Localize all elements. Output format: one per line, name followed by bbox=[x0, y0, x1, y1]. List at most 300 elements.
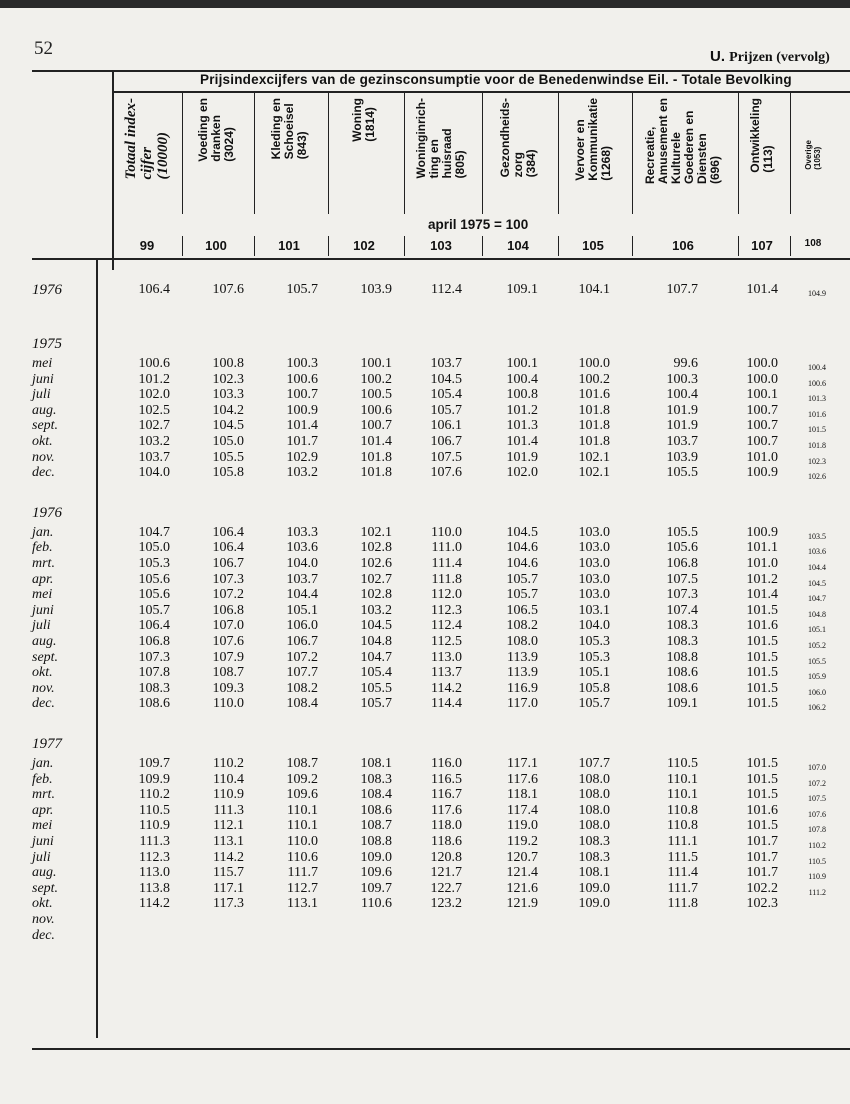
table-cell: 103.9 bbox=[666, 449, 698, 465]
column-header-line: (113) bbox=[761, 145, 775, 173]
table-cell: 101.4 bbox=[746, 282, 778, 297]
table-cell: 101.5 bbox=[746, 696, 778, 712]
table-cell: 111.0 bbox=[431, 540, 462, 556]
table-cell: 119.2 bbox=[507, 834, 538, 849]
table-cell: 105.8 bbox=[578, 680, 610, 696]
month-label: jan. bbox=[32, 524, 54, 540]
month-label: dec. bbox=[32, 927, 55, 943]
year-label: 1976 bbox=[32, 504, 62, 521]
table-cell: 106.7 bbox=[430, 434, 462, 449]
column-separator bbox=[328, 92, 329, 214]
table-cell: 101.0 bbox=[746, 449, 778, 465]
column-header-line: (10000) bbox=[155, 132, 171, 180]
table-cell: 104.9 bbox=[808, 289, 826, 298]
table-cell: 101.7 bbox=[746, 849, 778, 865]
table-cell: 102.1 bbox=[578, 449, 610, 465]
table-cell: 111.8 bbox=[667, 896, 698, 912]
table-cell: 106.0 bbox=[286, 618, 318, 634]
table-cell: 108.3 bbox=[578, 834, 610, 849]
column-header-line: Kommunikatie bbox=[585, 98, 600, 181]
table-cell: 109.6 bbox=[286, 787, 318, 803]
table-cell: 108.1 bbox=[578, 865, 610, 881]
table-cell: 101.8 bbox=[578, 402, 610, 418]
table-cell: 101.7 bbox=[286, 434, 318, 449]
table-cell: 121.9 bbox=[506, 896, 538, 912]
table-cell: 104.1 bbox=[578, 282, 610, 297]
column-number: 99 bbox=[139, 238, 155, 253]
month-label: mei bbox=[32, 587, 53, 603]
table-cell: 109.1 bbox=[666, 696, 698, 712]
title-underline bbox=[112, 91, 850, 93]
table-cell: 101.8 bbox=[578, 418, 610, 434]
table-cell: 110.6 bbox=[287, 849, 318, 865]
table-cell: 100.9 bbox=[286, 402, 318, 418]
table-cell: 105.3 bbox=[578, 649, 610, 665]
table-cell: 101.5 bbox=[746, 756, 778, 771]
table-cell: 109.0 bbox=[578, 880, 610, 896]
table-cell: 107.6 bbox=[430, 465, 462, 481]
running-head bbox=[710, 48, 830, 66]
table-cell: 106.8 bbox=[212, 602, 244, 618]
table-cell: 110.6 bbox=[361, 896, 392, 912]
table-cell: 110.1 bbox=[287, 802, 318, 818]
table-cell: 101.9 bbox=[506, 449, 538, 465]
table-cell: 111.7 bbox=[287, 865, 318, 881]
table-cell: 107.2 bbox=[286, 649, 318, 665]
table-cell: 103.0 bbox=[578, 524, 610, 540]
table-cell: 101.9 bbox=[666, 402, 698, 418]
table-cell: 100.5 bbox=[360, 387, 392, 403]
table-cell: 101.3 bbox=[808, 394, 826, 404]
column-header bbox=[644, 98, 722, 184]
table-cell: 112.3 bbox=[139, 849, 170, 865]
table-cell: 117.6 bbox=[507, 771, 538, 787]
month-label: feb. bbox=[32, 771, 53, 787]
table-cell: 111.1 bbox=[667, 834, 698, 849]
table-cell: 112.5 bbox=[431, 634, 462, 649]
column-header-line: (696) bbox=[708, 156, 722, 185]
table-cell: 102.0 bbox=[138, 387, 170, 403]
running-head-title: Prijzen (vervolg) bbox=[729, 50, 830, 65]
table-cell: 102.7 bbox=[138, 418, 170, 434]
table-cell: 105.5 bbox=[666, 524, 698, 540]
table-cell: 118.6 bbox=[431, 834, 462, 849]
table-cell: 110.2 bbox=[808, 841, 826, 850]
column-header-line: (843) bbox=[294, 131, 309, 160]
column-header-line: dranken bbox=[208, 115, 223, 162]
month-label: juli bbox=[32, 618, 51, 634]
table-cell: 103.7 bbox=[666, 434, 698, 449]
table-cell: 110.0 bbox=[431, 524, 462, 540]
table-cell: 104.5 bbox=[808, 578, 826, 588]
table-cell: 101.5 bbox=[746, 771, 778, 787]
table-cell: 100.1 bbox=[360, 356, 392, 371]
column-separator bbox=[632, 92, 633, 214]
table-cell: 102.6 bbox=[360, 556, 392, 571]
table-cell: 104.0 bbox=[286, 556, 318, 571]
table-cell: 112.4 bbox=[431, 282, 462, 297]
table-cell: 115.7 bbox=[213, 865, 244, 881]
table-cell: 106.4 bbox=[138, 282, 170, 297]
table-cell: 107.3 bbox=[666, 587, 698, 603]
column-header-line: Voeding en bbox=[195, 98, 210, 162]
table-cell: 121.4 bbox=[506, 865, 538, 881]
table-cell: 110.0 bbox=[287, 834, 318, 849]
table-cell: 112.4 bbox=[431, 618, 462, 634]
table-cell: 105.1 bbox=[578, 665, 610, 681]
table-cell: 101.9 bbox=[666, 418, 698, 434]
month-label: juni bbox=[32, 834, 54, 849]
table-cell: 107.5 bbox=[666, 571, 698, 587]
table-cell: 113.1 bbox=[287, 896, 318, 912]
table-cell: 100.7 bbox=[360, 418, 392, 434]
table-cell: 108.7 bbox=[286, 756, 318, 771]
table-cell: 101.4 bbox=[360, 434, 392, 449]
month-label: mrt. bbox=[32, 556, 55, 571]
table-cell: 110.8 bbox=[667, 802, 698, 818]
table-cell: 108.0 bbox=[578, 818, 610, 834]
table-cell: 104.6 bbox=[506, 540, 538, 556]
column-header-line: Goederen en bbox=[682, 110, 696, 185]
table-cell: 110.2 bbox=[139, 787, 170, 803]
column-number-separator bbox=[328, 236, 329, 256]
column-separator bbox=[482, 92, 483, 214]
table-cell: 109.1 bbox=[506, 282, 538, 297]
table-cell: 105.2 bbox=[808, 641, 826, 650]
table-cell: 100.6 bbox=[286, 371, 318, 387]
table-cell: 108.6 bbox=[138, 696, 170, 712]
table-cell: 100.0 bbox=[746, 371, 778, 387]
table-cell: 103.7 bbox=[430, 356, 462, 371]
table-cell: 101.7 bbox=[746, 865, 778, 881]
column-header bbox=[415, 98, 467, 178]
table-cell: 105.6 bbox=[666, 540, 698, 556]
table-cell: 114.4 bbox=[431, 696, 462, 712]
table-cell: 107.5 bbox=[808, 794, 826, 804]
table-cell: 110.5 bbox=[667, 756, 698, 771]
table-cell: 113.8 bbox=[139, 880, 170, 896]
table-cell: 108.3 bbox=[666, 634, 698, 649]
header-bottom-rule bbox=[32, 258, 850, 260]
table-cell: 101.8 bbox=[360, 465, 392, 481]
table-cell: 105.3 bbox=[138, 556, 170, 571]
table-cell: 110.1 bbox=[287, 818, 318, 834]
table-cell: 116.9 bbox=[507, 680, 538, 696]
table-cell: 108.2 bbox=[506, 618, 538, 634]
table-cell: 101.5 bbox=[746, 680, 778, 696]
column-separator bbox=[404, 92, 405, 214]
column-header-line: Gezondheids- bbox=[497, 98, 512, 178]
table-cell: 101.5 bbox=[746, 665, 778, 681]
table-cell: 102.0 bbox=[506, 465, 538, 481]
column-header-line: Woning bbox=[350, 98, 364, 142]
table-cell: 100.6 bbox=[808, 378, 826, 388]
table-cell: 102.6 bbox=[808, 472, 826, 482]
table-cell: 107.0 bbox=[808, 763, 826, 772]
table-cell: 100.1 bbox=[506, 356, 538, 371]
table-cell: 117.0 bbox=[507, 696, 538, 712]
month-label: okt. bbox=[32, 434, 53, 449]
table-cell: 101.8 bbox=[808, 441, 826, 450]
month-label: dec. bbox=[32, 696, 55, 712]
month-label: juni bbox=[32, 371, 54, 387]
bottom-rule bbox=[32, 1048, 850, 1050]
column-number-separator bbox=[790, 236, 791, 256]
table-cell: 108.6 bbox=[666, 665, 698, 681]
table-cell: 111.3 bbox=[139, 834, 170, 849]
table-cell: 102.1 bbox=[360, 524, 392, 540]
table-cell: 110.4 bbox=[213, 771, 244, 787]
column-header-line: Amusement en bbox=[656, 98, 670, 185]
table-cell: 101.5 bbox=[746, 818, 778, 834]
table-cell: 103.6 bbox=[286, 540, 318, 556]
table-cell: 101.8 bbox=[360, 449, 392, 465]
table-cell: 103.2 bbox=[138, 434, 170, 449]
table-cell: 113.9 bbox=[507, 665, 538, 681]
table-cell: 105.5 bbox=[808, 656, 826, 666]
month-label: apr. bbox=[32, 802, 54, 818]
table-cell: 104.4 bbox=[808, 563, 826, 572]
table-cell: 107.3 bbox=[212, 571, 244, 587]
month-label: mei bbox=[32, 818, 53, 834]
column-header-line: zorg bbox=[510, 152, 525, 178]
column-number-separator bbox=[632, 236, 633, 256]
table-cell: 108.3 bbox=[138, 680, 170, 696]
table-cell: 121.6 bbox=[506, 880, 538, 896]
column-header-line: Totaal index- bbox=[123, 98, 139, 180]
table-cell: 108.3 bbox=[578, 849, 610, 865]
table-cell: 104.5 bbox=[506, 524, 538, 540]
table-cell: 118.1 bbox=[507, 787, 538, 803]
table-cell: 100.0 bbox=[578, 356, 610, 371]
table-cell: 111.5 bbox=[667, 849, 698, 865]
table-cell: 101.0 bbox=[746, 556, 778, 571]
table-cell: 105.7 bbox=[138, 602, 170, 618]
table-cell: 110.5 bbox=[139, 802, 170, 818]
table-title: Prijsindexcijfers van de gezinsconsumptie voor de Benedenwindse Eil. - Totale Bevolking bbox=[200, 72, 792, 87]
table-cell: 110.9 bbox=[213, 787, 244, 803]
year-label: 1977 bbox=[32, 736, 62, 752]
table-cell: 108.0 bbox=[506, 634, 538, 649]
table-cell: 100.2 bbox=[360, 371, 392, 387]
column-header-line: Kleding en bbox=[268, 98, 283, 160]
table-cell: 116.5 bbox=[431, 771, 462, 787]
month-label: aug. bbox=[32, 634, 57, 649]
column-number: 101 bbox=[278, 238, 300, 253]
table-cell: 117.3 bbox=[213, 896, 244, 912]
table-cell: 116.7 bbox=[431, 787, 462, 803]
table-cell: 100.6 bbox=[138, 356, 170, 371]
table-cell: 102.2 bbox=[746, 880, 778, 896]
month-label: sept. bbox=[32, 880, 59, 896]
table-cell: 109.7 bbox=[138, 756, 170, 771]
table-cell: 104.8 bbox=[360, 634, 392, 649]
column-header bbox=[351, 98, 377, 142]
table-cell: 100.8 bbox=[212, 356, 244, 371]
table-cell: 107.7 bbox=[578, 756, 610, 771]
table-cell: 100.0 bbox=[746, 356, 778, 371]
table-cell: 106.4 bbox=[212, 540, 244, 556]
year-label: 1975 bbox=[32, 336, 62, 352]
table-cell: 107.7 bbox=[286, 665, 318, 681]
column-header-line: Kulturele bbox=[669, 132, 683, 185]
month-label: aug. bbox=[32, 865, 57, 881]
table-cell: 111.4 bbox=[667, 865, 698, 881]
table-cell: 102.9 bbox=[286, 449, 318, 465]
table-cell: 105.9 bbox=[808, 672, 826, 682]
table-cell: 110.0 bbox=[213, 696, 244, 712]
table-cell: 107.9 bbox=[212, 649, 244, 665]
table-cell: 111.4 bbox=[431, 556, 462, 571]
column-header-line: Ontwikkeling bbox=[748, 98, 762, 173]
column-number-separator bbox=[482, 236, 483, 256]
table-cell: 104.7 bbox=[360, 649, 392, 665]
table-cell: 117.4 bbox=[507, 802, 538, 818]
table-cell: 106.2 bbox=[808, 703, 826, 713]
table-cell: 104.5 bbox=[212, 418, 244, 434]
table-cell: 100.2 bbox=[578, 371, 610, 387]
table-cell: 111.2 bbox=[808, 887, 826, 897]
table-cell: 114.2 bbox=[213, 849, 244, 865]
month-label: sept. bbox=[32, 418, 59, 434]
table-cell: 104.5 bbox=[430, 371, 462, 387]
table-cell: 101.6 bbox=[746, 618, 778, 634]
table-cell: 103.2 bbox=[360, 602, 392, 618]
table-cell: 100.7 bbox=[746, 434, 778, 449]
table-cell: 107.6 bbox=[212, 634, 244, 649]
column-number-separator bbox=[404, 236, 405, 256]
table-cell: 102.3 bbox=[212, 371, 244, 387]
month-label: dec. bbox=[32, 465, 55, 481]
table-cell: 105.7 bbox=[360, 696, 392, 712]
table-cell: 103.3 bbox=[286, 524, 318, 540]
table-cell: 105.6 bbox=[138, 587, 170, 603]
column-header bbox=[574, 98, 613, 181]
table-cell: 102.3 bbox=[746, 896, 778, 912]
table-cell: 107.4 bbox=[666, 602, 698, 618]
table-cell: 100.6 bbox=[360, 402, 392, 418]
table-cell: 106.5 bbox=[506, 602, 538, 618]
column-header-line: (805) bbox=[453, 150, 467, 179]
column-header-line: (1814) bbox=[363, 107, 377, 142]
table-cell: 114.2 bbox=[139, 896, 170, 912]
table-cell: 108.0 bbox=[578, 802, 610, 818]
table-cell: 101.6 bbox=[746, 802, 778, 818]
table-cell: 101.6 bbox=[808, 409, 826, 419]
table-cell: 112.0 bbox=[431, 587, 462, 603]
table-cell: 120.8 bbox=[430, 849, 462, 865]
table-cell: 107.6 bbox=[808, 809, 826, 819]
table-cell: 101.1 bbox=[746, 540, 778, 556]
column-number: 103 bbox=[430, 238, 452, 253]
table-cell: 103.9 bbox=[360, 282, 392, 297]
table-cell: 103.0 bbox=[578, 587, 610, 603]
table-cell: 110.9 bbox=[139, 818, 170, 834]
table-cell: 112.3 bbox=[431, 602, 462, 618]
column-header bbox=[197, 98, 236, 162]
table-cell: 121.7 bbox=[430, 865, 462, 881]
table-cell: 105.4 bbox=[430, 387, 462, 403]
table-cell: 100.4 bbox=[506, 371, 538, 387]
column-header-line: huisraad bbox=[440, 128, 454, 179]
table-cell: 117.6 bbox=[431, 802, 462, 818]
table-cell: 108.6 bbox=[360, 802, 392, 818]
table-cell: 105.8 bbox=[212, 465, 244, 481]
table-cell: 105.5 bbox=[360, 680, 392, 696]
table-cell: 119.0 bbox=[507, 818, 538, 834]
month-label: apr. bbox=[32, 571, 54, 587]
table-cell: 109.0 bbox=[360, 849, 392, 865]
column-number: 100 bbox=[205, 238, 227, 253]
column-header bbox=[749, 98, 775, 173]
table-cell: 103.0 bbox=[578, 556, 610, 571]
column-header-line: Overige bbox=[804, 140, 813, 170]
column-number-separator bbox=[182, 236, 183, 256]
column-number-separator bbox=[558, 236, 559, 256]
table-cell: 100.7 bbox=[746, 418, 778, 434]
table-cell: 101.4 bbox=[746, 587, 778, 603]
table-cell: 105.7 bbox=[506, 571, 538, 587]
table-cell: 106.4 bbox=[138, 618, 170, 634]
column-separator bbox=[738, 92, 739, 214]
table-cell: 112.1 bbox=[213, 818, 244, 834]
table-cell: 109.3 bbox=[212, 680, 244, 696]
header-left-rule bbox=[112, 70, 114, 270]
table-cell: 101.4 bbox=[286, 418, 318, 434]
table-cell: 117.1 bbox=[213, 880, 244, 896]
table-cell: 110.2 bbox=[213, 756, 244, 771]
table-cell: 100.7 bbox=[746, 402, 778, 418]
table-cell: 104.0 bbox=[578, 618, 610, 634]
column-number: 102 bbox=[353, 238, 375, 253]
table-cell: 108.4 bbox=[360, 787, 392, 803]
table-cell: 101.3 bbox=[506, 418, 538, 434]
table-cell: 105.1 bbox=[286, 602, 318, 618]
table-cell: 101.5 bbox=[746, 649, 778, 665]
table-cell: 109.6 bbox=[360, 865, 392, 881]
column-header bbox=[270, 98, 309, 159]
month-label: jan. bbox=[32, 756, 54, 771]
table-cell: 108.8 bbox=[666, 649, 698, 665]
table-cell: 113.0 bbox=[431, 649, 462, 665]
column-header bbox=[499, 98, 538, 177]
running-head-section: U. bbox=[710, 48, 725, 65]
table-cell: 100.9 bbox=[746, 524, 778, 540]
table-cell: 101.5 bbox=[746, 787, 778, 803]
stub-rule bbox=[96, 258, 98, 1038]
month-label: okt. bbox=[32, 896, 53, 912]
month-label: juni bbox=[32, 602, 54, 618]
table-cell: 107.2 bbox=[808, 778, 826, 788]
table-cell: 105.5 bbox=[666, 465, 698, 481]
table-cell: 105.7 bbox=[506, 587, 538, 603]
table-cell: 99.6 bbox=[673, 356, 698, 371]
table-cell: 107.0 bbox=[212, 618, 244, 634]
table-cell: 114.2 bbox=[431, 680, 462, 696]
table-cell: 101.5 bbox=[746, 634, 778, 649]
table-cell: 104.5 bbox=[360, 618, 392, 634]
column-header-line: (3024) bbox=[221, 127, 236, 162]
table-cell: 105.0 bbox=[138, 540, 170, 556]
table-cell: 100.8 bbox=[506, 387, 538, 403]
table-cell: 105.1 bbox=[808, 625, 826, 635]
table-cell: 107.2 bbox=[212, 587, 244, 603]
page-number: 52 bbox=[34, 38, 53, 59]
column-header-line: (384) bbox=[523, 149, 538, 178]
table-cell: 105.0 bbox=[212, 434, 244, 449]
column-header-line: (1053) bbox=[813, 146, 822, 170]
table-cell: 113.0 bbox=[139, 865, 170, 881]
